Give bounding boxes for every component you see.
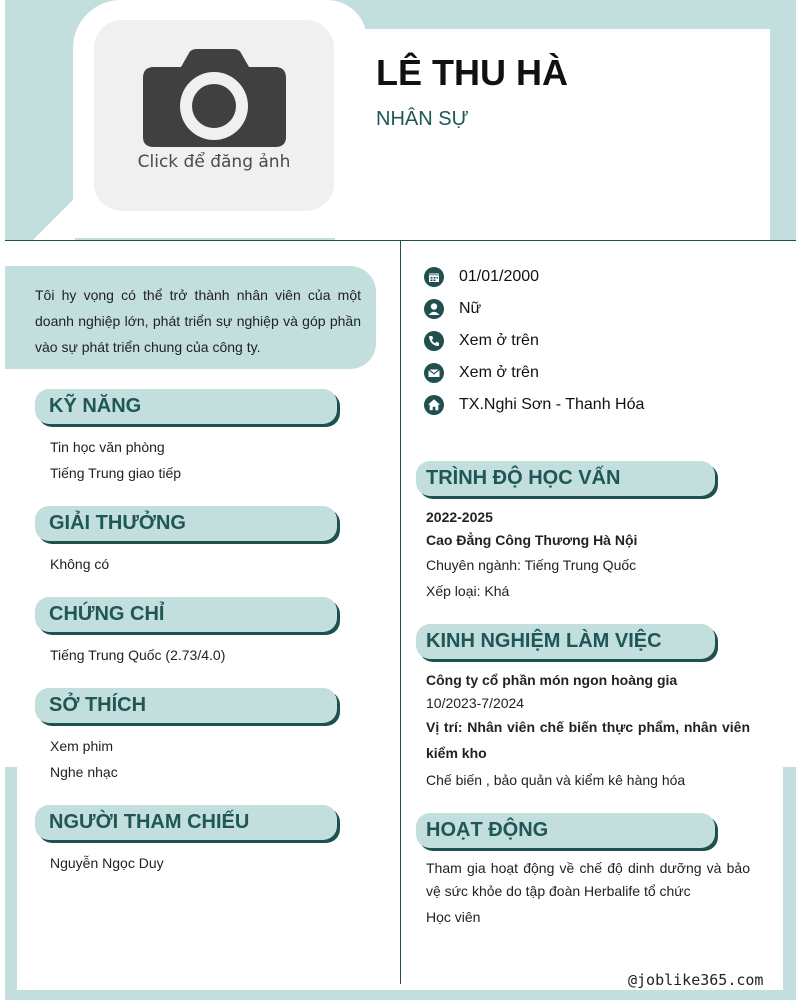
- skills-heading: KỸ NĂNG: [35, 389, 337, 424]
- certificate-item: Tiếng Trung Quốc (2.73/4.0): [50, 647, 226, 663]
- phone-icon: [424, 331, 444, 351]
- left-border-strip: [5, 767, 17, 1000]
- hobbies-heading: SỞ THÍCH: [35, 688, 337, 723]
- camera-icon[interactable]: [143, 49, 286, 147]
- contact-gender: [424, 298, 482, 320]
- calendar-icon: [424, 267, 444, 287]
- gender-value: Nữ: [459, 300, 482, 317]
- experience-description: Chế biến , bảo quản và kiểm kê hàng hóa: [426, 772, 686, 788]
- photo-frame-corner: [33, 198, 75, 240]
- contact-phone: [424, 330, 539, 352]
- skill-item: Tiếng Trung giao tiếp: [50, 465, 182, 481]
- education-grade: Xếp loại: Khá: [426, 583, 510, 599]
- experience-heading: KINH NGHIỆM LÀM VIỆC: [416, 624, 715, 659]
- photo-upload-caption[interactable]: Click để đăng ảnh: [137, 152, 291, 172]
- candidate-name: LÊ THU HÀ: [376, 52, 568, 93]
- right-border-strip: [783, 767, 796, 1000]
- activities-role: Học viên: [426, 909, 481, 925]
- watermark: @joblike365.com: [628, 971, 764, 989]
- job-title: NHÂN SỰ: [376, 108, 469, 130]
- email-value: Xem ở trên: [459, 364, 539, 381]
- column-divider: [400, 240, 401, 984]
- experience-position: Vị trí: Nhân viên chế biến thực phẩm, nhân viên kiểm kho: [426, 719, 750, 761]
- activities-heading: HOẠT ĐỘNG: [416, 813, 715, 848]
- award-item: Không có: [50, 556, 110, 572]
- education-major: Chuyên ngành: Tiếng Trung Quốc: [426, 557, 637, 573]
- activities-description: Tham gia hoạt động về chế độ dinh dưỡng và bảo vệ sức khỏe do tập đoàn Herbalife tổ chức: [426, 860, 750, 899]
- reference-item: Nguyễn Ngọc Duy: [50, 855, 164, 871]
- contact-email: [424, 362, 539, 384]
- education-heading: TRÌNH ĐỘ HỌC VẤN: [416, 461, 715, 496]
- education-school: Cao Đẳng Công Thương Hà Nội: [426, 532, 638, 548]
- experience-company: Công ty cổ phần món ngon hoàng gia: [426, 672, 678, 688]
- certificates-heading: CHỨNG CHỈ: [35, 597, 337, 632]
- user-icon: [424, 299, 444, 319]
- bottom-border-strip: [5, 990, 796, 1000]
- references-heading: NGƯỜI THAM CHIẾU: [35, 805, 337, 840]
- experience-period: 10/2023-7/2024: [426, 695, 525, 711]
- career-objective: Tôi hy vọng có thể trở thành nhân viên của một doanh nghiệp lớn, phát triển sự nghiệp và góp phần vào sự phát triển chung của công ty.: [5, 266, 376, 369]
- address-value: TX.Nghi Sơn - Thanh Hóa: [459, 396, 645, 413]
- contact-birthday: [424, 266, 540, 288]
- awards-heading: GIẢI THƯỞNG: [35, 506, 337, 541]
- phone-value: Xem ở trên: [459, 332, 539, 349]
- home-icon: [424, 395, 444, 415]
- hobby-item: Xem phim: [50, 738, 114, 754]
- education-period: 2022-2025: [426, 509, 493, 525]
- skill-item: Tin học văn phòng: [50, 439, 165, 455]
- hobby-item: Nghe nhạc: [50, 764, 118, 780]
- mail-icon: [424, 363, 444, 383]
- contact-address: [424, 394, 645, 416]
- birthday-value: 01/01/2000: [459, 268, 540, 285]
